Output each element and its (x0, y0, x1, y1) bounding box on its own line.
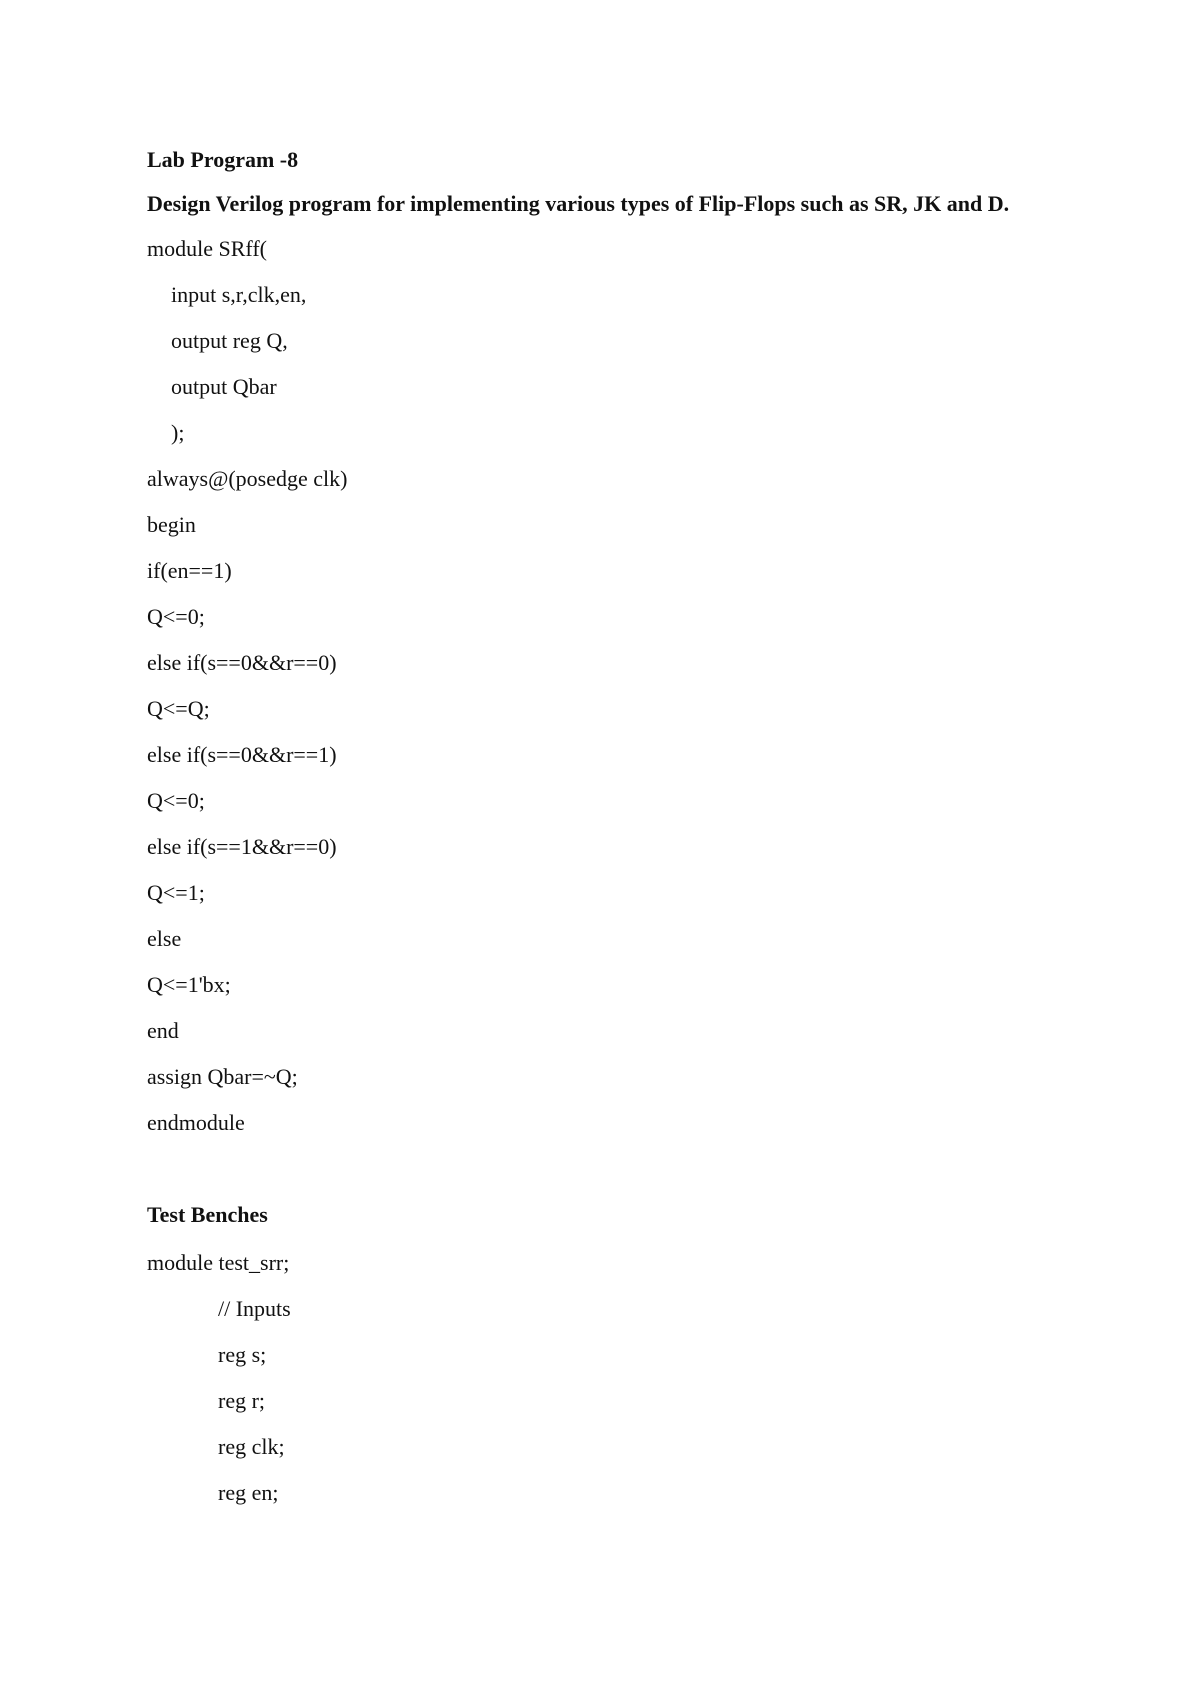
code-line: module SRff( (147, 236, 267, 261)
code-line: begin (147, 512, 196, 537)
code-line: else (147, 926, 182, 951)
code-line: Q<=1; (147, 880, 205, 905)
code-line: Q<=0; (147, 788, 205, 813)
code-line: Q<=0; (147, 604, 205, 629)
code-line: output reg Q, (171, 328, 288, 353)
testbench-line: reg r; (218, 1388, 266, 1413)
code-line: end (147, 1018, 179, 1043)
code-line: always@(posedge clk) (147, 466, 348, 491)
code-line: else if(s==0&&r==0) (147, 650, 337, 675)
code-line: output Qbar (171, 374, 277, 399)
testbench-line: reg clk; (218, 1434, 285, 1459)
code-line: ); (171, 420, 185, 445)
lab-program-title: Lab Program -8 (147, 147, 299, 172)
code-line: else if(s==0&&r==1) (147, 742, 337, 767)
testbench-line: reg en; (218, 1480, 279, 1505)
testbench-line: module test_srr; (147, 1250, 290, 1275)
code-line: input s,r,clk,en, (171, 282, 307, 307)
code-line: if(en==1) (147, 558, 232, 583)
testbench-line: // Inputs (218, 1296, 291, 1321)
code-line: Q<=Q; (147, 696, 210, 721)
task-description: Design Verilog program for implementing various types of Flip-Flops such as SR, JK and D. (147, 191, 1010, 216)
code-line: Q<=1'bx; (147, 972, 231, 997)
test-benches-heading: Test Benches (147, 1202, 268, 1227)
code-line: else if(s==1&&r==0) (147, 834, 337, 859)
code-line: endmodule (147, 1110, 245, 1135)
code-line: assign Qbar=~Q; (147, 1064, 298, 1089)
testbench-line: reg s; (218, 1342, 267, 1367)
